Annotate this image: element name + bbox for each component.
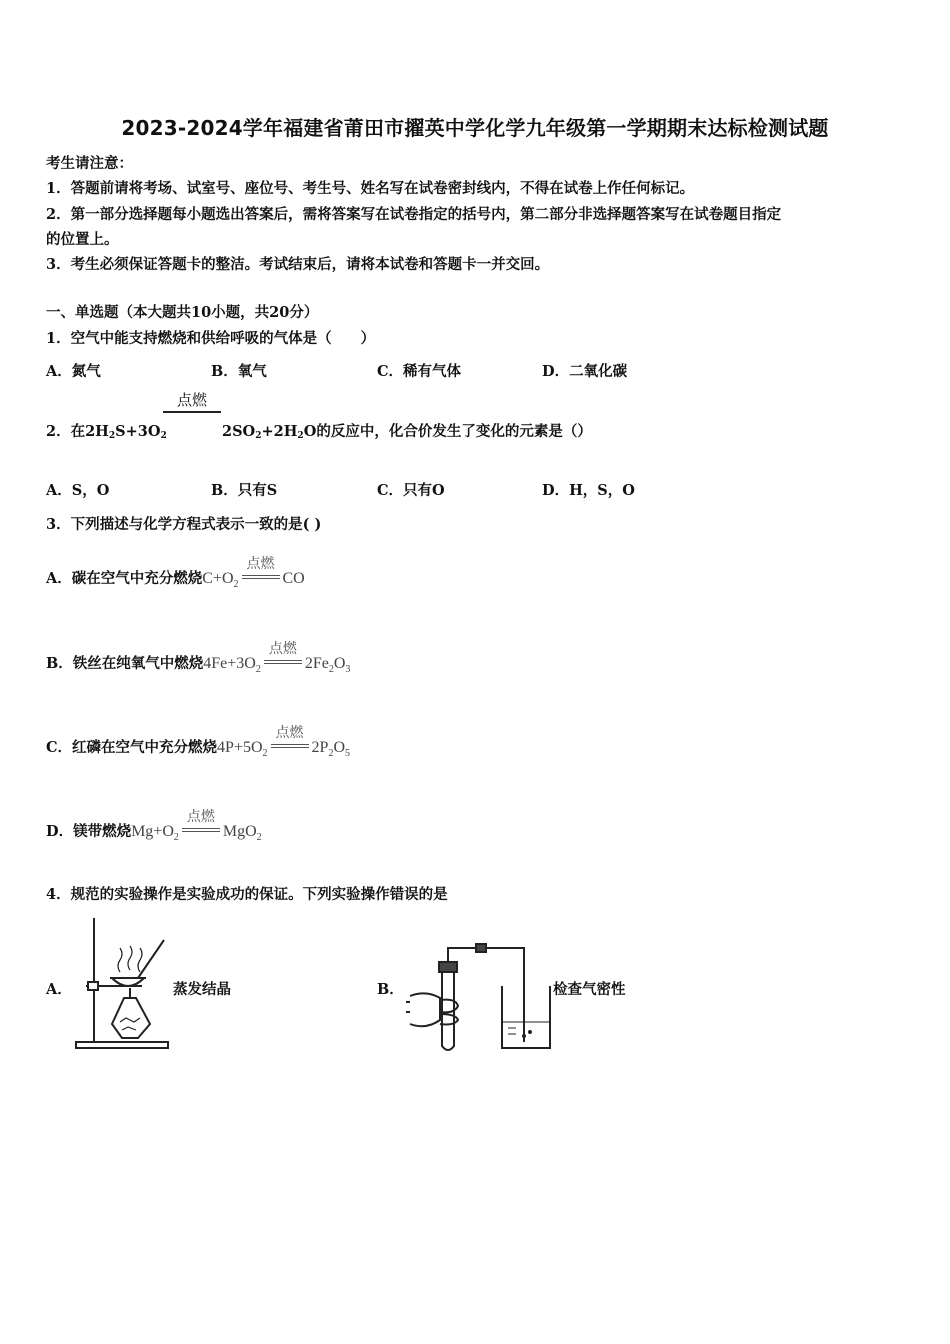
q2-reactants: $2H_2S+3O_2$	[85, 423, 167, 441]
airtightness-check-apparatus-image	[404, 938, 552, 1056]
q3-option-b[interactable]	[46, 641, 351, 676]
notice-item: 1．答题前请将考场、试室号、座位号、考生号、姓名写在试卷密封线内，不得在试卷上作任何标记。	[46, 180, 695, 197]
notice-heading: 考生请注意：	[46, 155, 133, 172]
q2-stem-suffix: 的反应中，化合价发生了变化的元素是（）	[316, 423, 592, 440]
evaporation-apparatus-image	[72, 912, 172, 1052]
q4-option-a-letter[interactable]: A．	[46, 981, 72, 998]
question-4-stem: 4．规范的实验操作是实验成功的保证。下列实验操作错误的是	[46, 886, 448, 903]
q3-option-d[interactable]	[46, 809, 262, 844]
q2-option-b[interactable]: B．只有S	[211, 482, 278, 499]
q3-option-d-label: D．镁带燃烧	[46, 823, 132, 840]
q3-option-b-equation: $4Fe+3O_2$ 点燃 $2Fe_2O_3$	[203, 641, 351, 676]
q2-condition	[163, 389, 221, 415]
notice-item: 3．考生必须保证答题卡的整洁。考试结束后，请将本试卷和答题卡一并交回。	[46, 256, 550, 273]
q2-condition-label: 点燃	[176, 391, 207, 409]
section-heading: 一、单选题（本大题共10小题，共20分）	[46, 304, 319, 321]
ignite-condition: 点燃	[240, 569, 282, 589]
q2-stem-prefix: 2．在	[46, 423, 86, 440]
q2-condition-line	[163, 411, 221, 413]
q3-option-c-equation: $4P+5O_2$ 点燃 $2P_2O_5$	[217, 725, 350, 760]
q3-option-a-equation: $C+O_2$ 点燃 CO	[202, 556, 305, 591]
q3-option-c-label: C．红磷在空气中充分燃烧	[46, 739, 218, 756]
q3-option-d-equation: $Mg+O_2$ 点燃 MgO$_2$	[131, 809, 262, 844]
q1-option-b[interactable]: B．氧气	[211, 363, 267, 380]
ignite-condition: 点燃	[180, 822, 222, 842]
question-3-stem: 3．下列描述与化学方程式表示一致的是( )	[46, 516, 322, 533]
q2-option-c[interactable]: C．只有O	[377, 482, 445, 499]
question-1-stem: 1．空气中能支持燃烧和供给呼吸的气体是（ ）	[46, 330, 376, 347]
q3-option-a[interactable]	[46, 556, 305, 591]
q1-option-c[interactable]: C．稀有气体	[377, 363, 462, 380]
q2-option-d[interactable]: D．H，S，O	[542, 482, 635, 499]
ignite-condition: 点燃	[269, 738, 311, 758]
q4-option-b-letter[interactable]: B．	[377, 981, 404, 998]
notice-item: 的位置上。	[46, 231, 119, 248]
question-2-stem	[46, 420, 167, 441]
q4-option-a-caption: 蒸发结晶	[173, 981, 231, 998]
q2-option-a[interactable]: A．S，O	[46, 482, 110, 499]
q3-option-c[interactable]	[46, 725, 350, 760]
q3-option-a-label: A．碳在空气中充分燃烧	[46, 570, 203, 587]
q3-option-b-label: B．铁丝在纯氧气中燃烧	[46, 655, 204, 672]
q1-option-a[interactable]: A．氮气	[46, 363, 101, 380]
q4-option-b-caption: 检查气密性	[553, 981, 626, 998]
notice-item: 2．第一部分选择题每小题选出答案后，需将答案写在试卷指定的括号内，第二部分非选择题答案写在试卷题目指定	[46, 206, 782, 223]
page-title: 2023-2024学年福建省莆田市擢英中学化学九年级第一学期期末达标检测试题	[121, 116, 829, 140]
q1-option-d[interactable]: D．二氧化碳	[542, 363, 628, 380]
question-2-tail	[222, 420, 592, 441]
q2-products: $2SO_2+2H_2O$	[222, 423, 317, 441]
ignite-condition: 点燃	[262, 654, 304, 674]
